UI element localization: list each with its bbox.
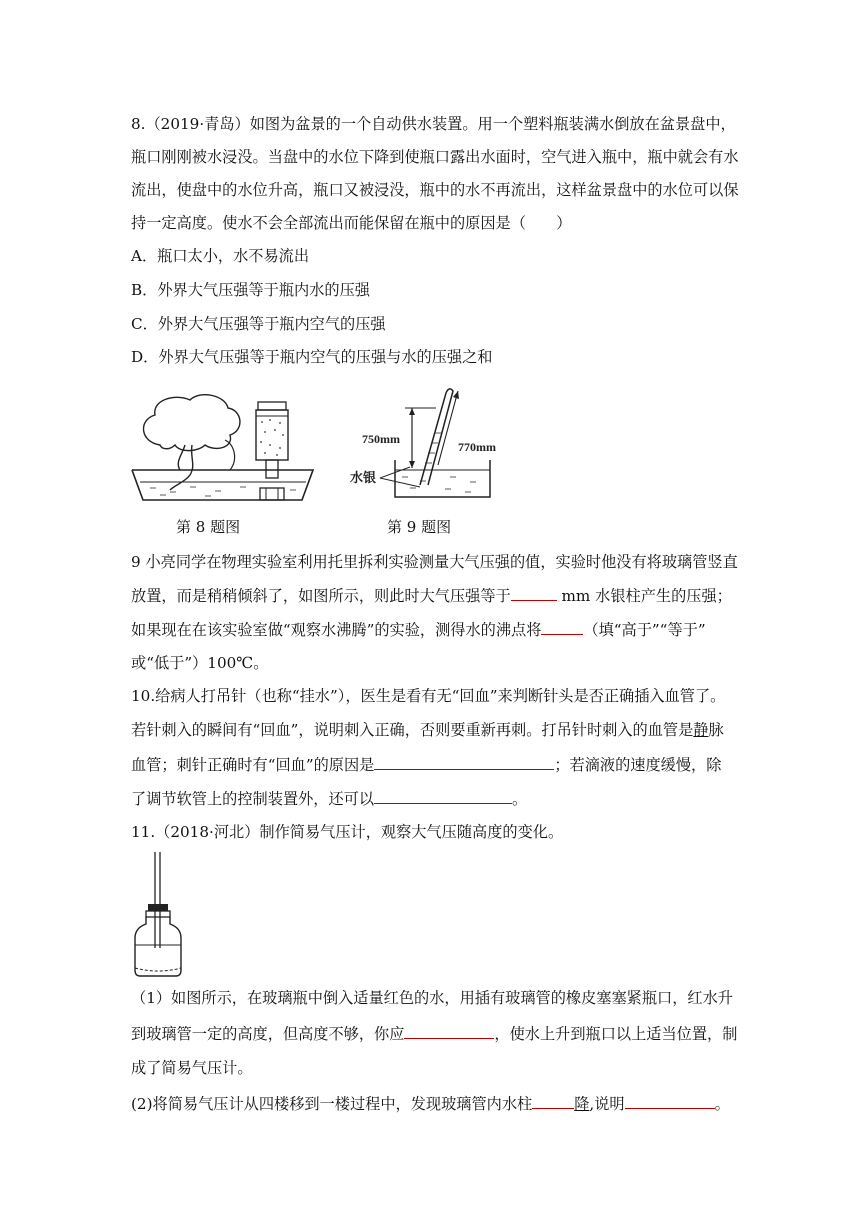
q11-answer-blank-2[interactable] bbox=[532, 1092, 574, 1109]
q9-answer-blank-2[interactable] bbox=[541, 618, 583, 635]
q11-part1-line-3: 成了简易气压计。 bbox=[131, 1059, 253, 1077]
q11-underlined-char: 降 bbox=[574, 1095, 590, 1113]
q10-answer-blank-2[interactable] bbox=[374, 787, 512, 804]
q11-part2-line bbox=[131, 1092, 730, 1115]
fig9-label-mercury: 水银 bbox=[350, 471, 377, 486]
q11-part2-text-a: (2)将简易气压计从四楼移到一楼过程中，发现玻璃管内水柱 bbox=[131, 1095, 533, 1113]
q8-option-d: D．外界大气压强等于瓶内空气的压强与水的压强之和 bbox=[131, 348, 493, 366]
q11-part1-text-a: 到玻璃管一定的高度，但高度不够，你应 bbox=[131, 1025, 405, 1043]
q9-answer-blank-1[interactable] bbox=[511, 584, 557, 601]
figure-9-torricelli-tube bbox=[350, 385, 500, 505]
q8-line-4: 持一定高度。使水不会全部流出而能保留在瓶中的原因是（ ） bbox=[131, 214, 572, 232]
q9-line-2-text-a: 放置，而是稍稍倾斜了，如图所示，则此时大气压强等于 bbox=[131, 587, 511, 605]
q11-answer-blank-3[interactable] bbox=[625, 1092, 715, 1109]
figure-8-caption: 第 8 题图 bbox=[176, 518, 241, 536]
q11-part1-text-b: ，使水上升到瓶口以上适当位置，制 bbox=[494, 1025, 738, 1043]
q9-line-3-text-a: 如果现在在该实验室做“观察水沸腾”的实验，测得水的沸点将 bbox=[131, 621, 542, 639]
figure-11-barometer-bottle bbox=[130, 852, 185, 980]
q10-line-4-text-b: 。 bbox=[512, 790, 528, 808]
q10-line-1: 10.给病人打吊针（也称“挂水”），医生是看有无“回血”来判断针头是否正确插入血管了。 bbox=[131, 687, 726, 705]
q11-part1-line-1: （1）如图所示，在玻璃瓶中倒入适量红色的水，用插有玻璃管的橡皮塞塞紧瓶口，红水升 bbox=[131, 989, 733, 1007]
q8-line-3: 流出，使盘中的水位升高，瓶口又被浸没，瓶中的水不再流出，这样盆景盘中的水位可以保 bbox=[131, 181, 739, 199]
q8-line-2: 瓶口刚刚被水浸没。当盘中的水位下降到使瓶口露出水面时，空气进入瓶中，瓶中就会有水 bbox=[131, 148, 739, 166]
q11-answer-blank-1[interactable] bbox=[404, 1022, 494, 1039]
fig9-label-750: 750mm bbox=[362, 432, 400, 446]
fig9-label-770: 770mm bbox=[458, 440, 496, 454]
q8-option-a: A．瓶口太小，水不易流出 bbox=[131, 247, 310, 265]
figure-8-bonsai-watering bbox=[130, 390, 315, 505]
q10-line-3-text-b: ；若滴液的速度缓慢，除 bbox=[554, 756, 722, 774]
q10-line-2 bbox=[131, 719, 724, 741]
q10-line-2-end: 脉 bbox=[708, 721, 724, 739]
q10-line-3 bbox=[131, 753, 721, 776]
q10-line-2-text: 若针刺入的瞬间有“回血”，说明刺入正确，否则要重新再刺。打吊针时刺入的血管是 bbox=[131, 721, 694, 739]
q10-line-4-text-a: 了调节软管上的控制装置外，还可以 bbox=[131, 790, 374, 808]
q8-option-c: C．外界大气压强等于瓶内空气的压强 bbox=[131, 315, 386, 333]
q9-line-2 bbox=[131, 584, 732, 607]
q10-answer-blank-1[interactable] bbox=[374, 753, 554, 770]
q8-line-1: 8.（2019·青岛）如图为盆景的一个自动供水装置。用一个塑料瓶装满水倒放在盆景盘中， bbox=[131, 115, 736, 133]
q10-underlined-char: 静 bbox=[693, 721, 709, 739]
q9-line-1: 9 小亮同学在物理实验室利用托里拆利实验测量大气压强的值，实验时他没有将玻璃管竖直 bbox=[131, 553, 738, 571]
q9-line-3 bbox=[131, 618, 706, 641]
q9-line-3-text-b: （填“高于”“等于” bbox=[583, 621, 706, 639]
q9-line-4: 或“低于”）100℃。 bbox=[131, 654, 269, 672]
q10-line-3-text-a: 血管；刺针正确时有“回血”的原因是 bbox=[131, 756, 375, 774]
figure-9-caption: 第 9 题图 bbox=[387, 518, 452, 536]
q11-title: 11.（2018·河北）制作简易气压计，观察大气压随高度的变化。 bbox=[131, 823, 564, 841]
q11-part2-text-b: ,说明 bbox=[589, 1095, 625, 1113]
q10-line-4 bbox=[131, 787, 527, 810]
q8-option-b: B．外界大气压强等于瓶内水的压强 bbox=[131, 281, 370, 299]
q11-part2-text-c: 。 bbox=[714, 1095, 730, 1113]
q9-line-2-text-b: mm 水银柱产生的压强； bbox=[556, 587, 732, 605]
q11-part1-line-2 bbox=[131, 1022, 737, 1045]
